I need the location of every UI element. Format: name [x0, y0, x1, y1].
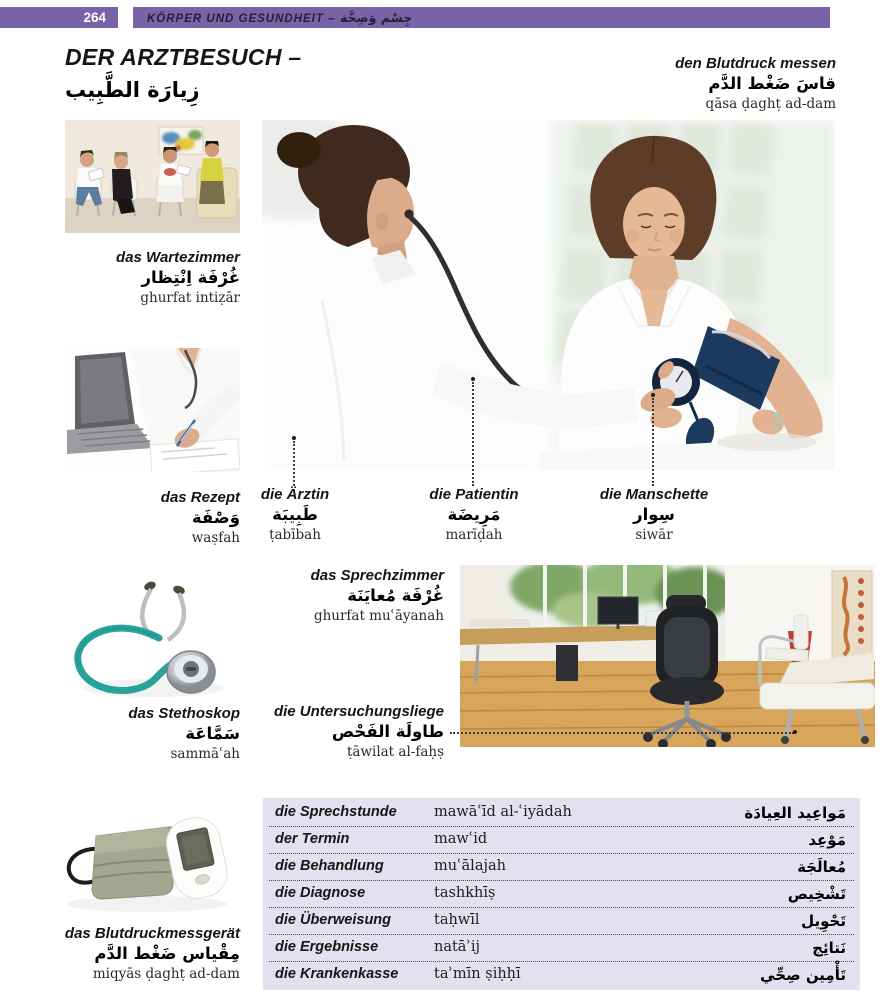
- label-tr: ṭāwilat al-faḥṣ: [346, 744, 444, 760]
- label-blutdruckmessgeraet: [0, 925, 240, 982]
- label-de: die Ärztin: [260, 486, 330, 503]
- term-ar: مَواعِيد العِيادَة: [744, 804, 846, 822]
- label-ar: غُرْفَة اِنْتِظار: [141, 268, 240, 287]
- term-de: die Krankenkasse: [275, 966, 399, 982]
- label-ar: مِقْياس ضَغْط الدَّم: [94, 944, 240, 963]
- label-tr: waṣfah: [191, 530, 240, 546]
- term-ar: تَحْوِيل: [801, 912, 846, 930]
- table-row: [269, 935, 854, 962]
- label-stethoskop: [0, 705, 240, 762]
- term-ar: مَوْعِد: [808, 831, 846, 849]
- leader-dot-untersuchungsliege: [793, 730, 797, 734]
- leader-dot-patientin: [471, 377, 475, 381]
- table-row: [269, 827, 854, 854]
- blutdruckmessung-photo: [262, 120, 835, 470]
- label-tr: sammāʿah: [170, 746, 240, 762]
- term-de: die Ergebnisse: [275, 939, 379, 955]
- table-row: [269, 908, 854, 935]
- term-de: die Überweisung: [275, 912, 392, 928]
- label-ar: غُرْفَة مُعايَنَة: [347, 586, 444, 605]
- page-number-block: [0, 7, 118, 28]
- rezept-photo: [65, 348, 240, 472]
- term-ar: تَشْخِيص: [787, 885, 846, 903]
- label-tr: siwār: [635, 527, 673, 543]
- leader-patientin: [472, 382, 474, 486]
- label-aerztin: [215, 486, 375, 543]
- leader-manschette: [652, 398, 654, 486]
- leader-dot-manschette: [651, 393, 655, 397]
- label-manschette: [574, 486, 734, 543]
- label-ar: طاولَة الفَحْص: [331, 722, 444, 741]
- chapter-bar: [133, 7, 830, 28]
- term-de: die Diagnose: [275, 885, 366, 901]
- label-rezept: [0, 489, 240, 546]
- term-tr: mawʿid: [434, 831, 488, 847]
- term-ar: نَتائِج: [812, 939, 846, 957]
- label-de: die Untersuchungsliege: [273, 703, 444, 720]
- label-de: die Patientin: [429, 486, 519, 503]
- chapter-title-de: KÖRPER UND GESUNDHEIT –: [147, 13, 336, 25]
- wartezimmer-photo: [65, 120, 240, 233]
- vocabulary-table: [263, 798, 860, 990]
- term-tr: tashkhīṣ: [434, 885, 496, 901]
- term-tr: natāʾij: [434, 939, 481, 955]
- label-ar: سَمَّاعَة: [185, 724, 240, 743]
- label-ar: طَبِيبَة: [272, 505, 318, 524]
- term-ar: تَأْمِين صِحِّي: [760, 966, 846, 984]
- term-tr: taʾmīn ṣiḥḥī: [434, 966, 521, 982]
- label-ar: مَرِيضَة: [447, 505, 501, 524]
- table-row: [269, 881, 854, 908]
- label-tr: ghurfat intiẓār: [140, 290, 240, 306]
- caption-tr: qāsa ḍaghṭ ad-dam: [705, 96, 836, 112]
- term-ar: مُعالَجَة: [797, 858, 846, 876]
- label-de: die Manschette: [599, 486, 709, 503]
- label-de: das Wartezimmer: [116, 249, 240, 266]
- label-ar: وَصْفَة: [191, 508, 240, 527]
- label-tr: miqyās ḍaghṭ ad-dam: [92, 966, 240, 982]
- chapter-title-ar: جِسْم وَصِحَّة: [339, 10, 413, 25]
- label-wartezimmer: [0, 249, 240, 306]
- label-tr: ghurfat muʿāyanah: [313, 608, 444, 624]
- term-tr: mawāʿīd al-ʿiyādah: [434, 804, 572, 820]
- term-de: die Sprechstunde: [275, 804, 397, 820]
- label-de: das Blutdruckmessgerät: [64, 925, 240, 942]
- sprechzimmer-photo: [460, 565, 875, 747]
- leader-aerztin: [293, 441, 295, 486]
- page-title-de: DER ARZTBESUCH –: [65, 44, 302, 70]
- leader-untersuchungsliege: [450, 732, 794, 734]
- label-tr: marīḍah: [445, 527, 503, 543]
- term-de: die Behandlung: [275, 858, 384, 874]
- term-de: der Termin: [275, 831, 350, 847]
- label-de: das Sprechzimmer: [310, 567, 444, 584]
- caption-de: den Blutdruck messen: [675, 55, 836, 72]
- page-number: 264: [83, 10, 106, 25]
- term-tr: muʿālajah: [434, 858, 506, 874]
- table-row: [269, 854, 854, 881]
- label-ar: سِوار: [633, 505, 675, 524]
- label-de: das Stethoskop: [128, 705, 240, 722]
- term-tr: taḥwīl: [434, 912, 480, 928]
- caption-ar: قاسَ ضَغْط الدَّم: [708, 74, 836, 93]
- table-row: [269, 800, 854, 827]
- table-row: [269, 962, 854, 988]
- caption-blutdruck-messen: [536, 55, 836, 112]
- page-title-ar: زِيارَة الطَّبِيب: [65, 78, 200, 102]
- label-de: das Rezept: [160, 489, 240, 506]
- label-patientin: [394, 486, 554, 543]
- blutdruckmessgeraet-photo: [52, 804, 240, 916]
- stethoskop-photo: [58, 576, 240, 704]
- label-tr: ṭabībah: [269, 527, 321, 543]
- leader-dot-aerztin: [292, 436, 296, 440]
